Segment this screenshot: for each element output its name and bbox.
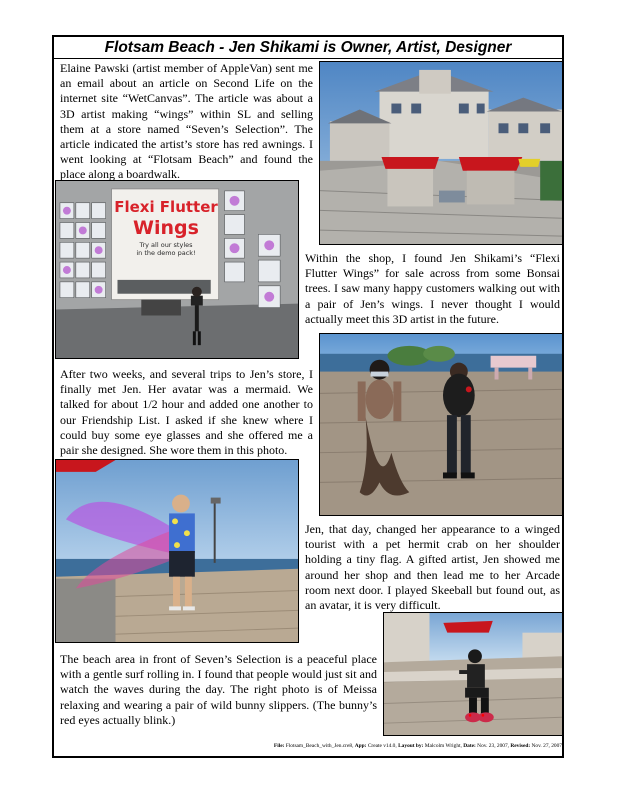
photo-meissa-relaxing [383, 612, 563, 736]
page-title: Flotsam Beach - Jen Shikami is Owner, Artist, Designer [54, 37, 562, 59]
photo-flexi-flutter-shop [55, 180, 299, 359]
paragraph-mermaid: After two weeks, and several trips to Jen’s store, I finally met Jen. Her avatar was a mermaid. We talked for about 1/2 hour and added one another to our Friendship List. I asked if she knew where I could buy some eye glasses and she offered me a pair she designed. She wore them in this photo. [60, 367, 313, 458]
footer-revised-label: Revised: [510, 743, 531, 749]
footer-revised-value: Nov. 27, 2007 [531, 743, 562, 749]
footer-date-label: Date: [463, 743, 476, 749]
footer-file-label: File: [273, 743, 285, 749]
footer-file-value: Flotsam_Beach_with_Jen.cre8, [285, 743, 354, 749]
photo-boardwalk-store [319, 61, 563, 245]
sign-tagline-2: in the demo pack! [136, 249, 196, 257]
footer-metadata [232, 743, 562, 750]
photo-winged-tourist [55, 459, 299, 643]
sign-title-line2: Wings [133, 217, 199, 239]
paragraph-intro: Elaine Pawski (artist member of AppleVan) sent me an email about an article on Second Life on the internet site “WetCanvas”. The article was about a 3D artist making “wings” within SL and selling them at a store named “Seven’s Selection”. The article indicated the artist’s store has red awnings. I went looking at “Flotsam Beach” and found the place along a boardwalk. [60, 61, 313, 182]
footer-layout-value: Malcolm Wright, [424, 743, 462, 749]
paragraph-winged-tourist: Jen, that day, changed her appearance to a winged tourist with a pet hermit crab on her shoulder holding a tiny flag. A gifted artist, Jen showed me around her shop and then lead me to her Arcade room next door. I played Skeeball but found out, as an avatar, it is very difficult. [305, 522, 560, 613]
photo-mermaid-avatar [319, 333, 563, 516]
footer-app-value: Create v14.0, [367, 743, 397, 749]
footer-layout-label: Layout by: [398, 743, 424, 749]
paragraph-shop: Within the shop, I found Jen Shikami’s “Flexi Flutter Wings” for sale across from some Bonsai trees. I saw many happy customers walking out with a pair of Jen’s wings. I never thought I would actually meet this 3D artist in the future. [305, 251, 560, 326]
footer-app-label: App: [354, 743, 367, 749]
footer-date-value: Nov. 23, 2007, [477, 743, 510, 749]
sign-tagline-1: Try all our styles [139, 241, 193, 249]
sign-title-line1: Flexi Flutter [114, 198, 218, 216]
paragraph-beach: The beach area in front of Seven’s Selection is a peaceful place with a gentle surf rolling in. I found that people would just sit and watch the waves during the day. The right photo is of Meissa relaxing and wearing a pair of wild bunny slippers. (The bunny’s red eyes actually blink.) [60, 652, 377, 727]
